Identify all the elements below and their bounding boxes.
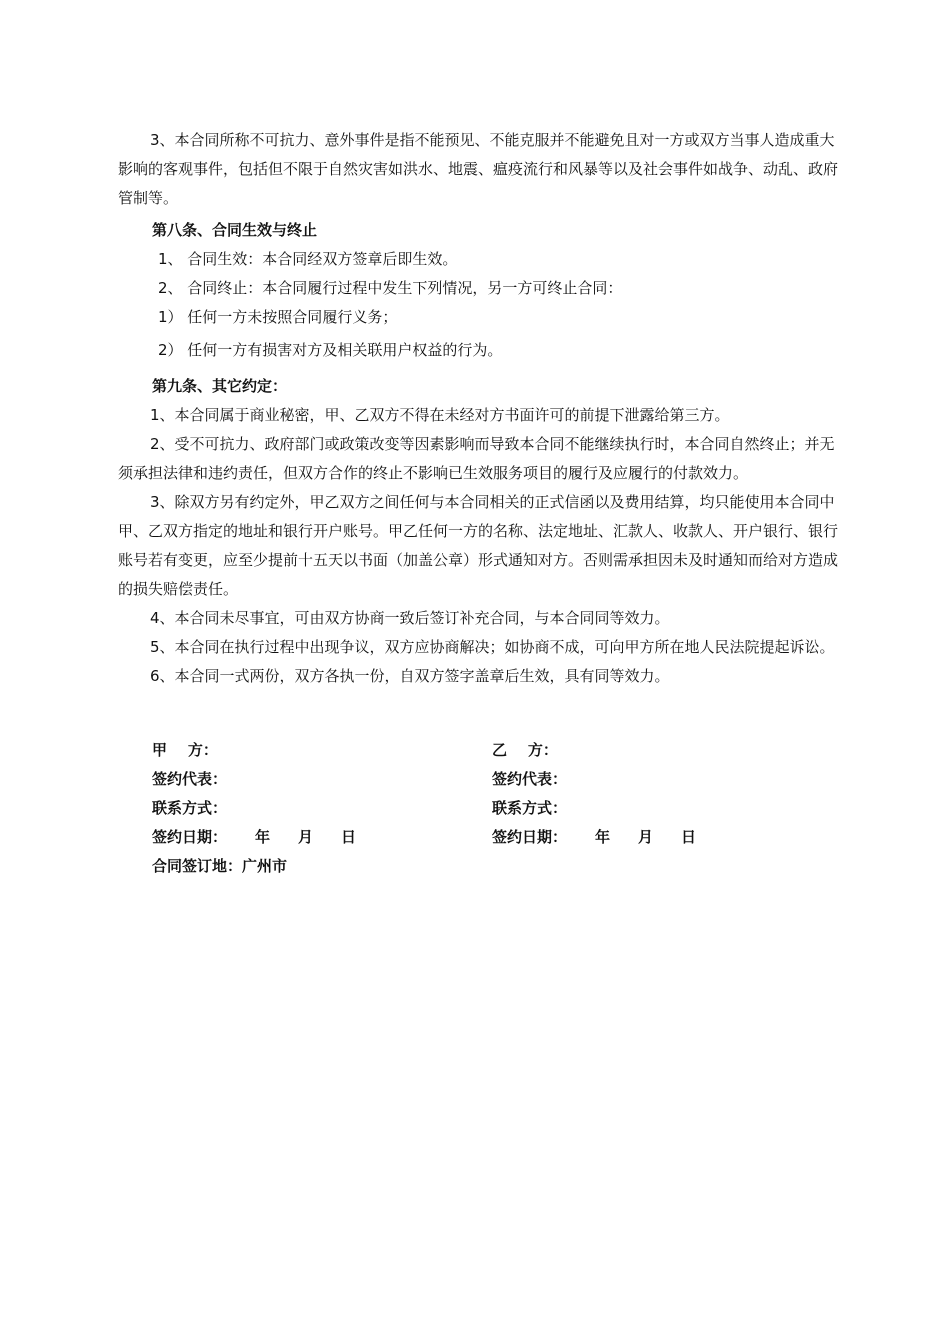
month-label: 月 xyxy=(638,828,654,846)
day-label: 日 xyxy=(341,828,357,846)
section-9-item-2: 2、受不可抗力、政府部门或政策改变等因素影响而导致本合同不能继续执行时，本合同自然终止；并无须承担法律和违约责任，但双方合作的终止不影响已生效服务项目的履行及应履行的付款效力。 xyxy=(118,435,835,482)
section-8-heading: 第八条、合同生效与终止 xyxy=(152,221,318,239)
party-b-date xyxy=(595,823,696,852)
section-9-item-1: 1、本合同属于商业秘密，甲、乙双方不得在未经对方书面许可的前提下泄露给第三方。 xyxy=(150,406,730,424)
party-b-date-label: 签约日期： xyxy=(492,828,568,846)
party-a-label: 甲 方： xyxy=(152,741,218,759)
day-label: 日 xyxy=(681,828,697,846)
signing-place: 合同签订地：广州市 xyxy=(152,857,288,875)
force-majeure-clause: 3、本合同所称不可抗力、意外事件是指不能预见、不能克服并不能避免且对一方或双方当事人造成重大影响的客观事件，包括但不限于自然灾害如洪水、地震、瘟疫流行和风暴等以及社会事件如战争、动乱、政府管制等。 xyxy=(118,131,839,207)
contact-row xyxy=(152,794,832,823)
section-9-heading: 第九条、其它约定： xyxy=(152,377,288,395)
section-9-item-3: 3、除双方另有约定外，甲乙双方之间任何与本合同相关的正式信函以及费用结算，均只能使用本合同中甲、乙双方指定的地址和银行开户账号。甲乙任何一方的名称、法定地址、汇款人、收款人、开户银行、银行账号若有变更，应至少提前十五天以书面（加盖公章）形式通知对方。否则需承担因未及时通知而给对方造成的损失赔偿责任。 xyxy=(118,493,839,598)
date-row xyxy=(152,823,832,852)
year-label: 年 xyxy=(595,828,611,846)
party-a-rep-label: 签约代表： xyxy=(152,770,228,788)
section-8-subitem-1: 1） 任何一方未按照合同履行义务； xyxy=(158,308,398,326)
party-b-contact-label: 联系方式： xyxy=(492,799,568,817)
representative-row xyxy=(152,765,832,794)
section-8-item-1: 1、 合同生效：本合同经双方签章后即生效。 xyxy=(158,250,458,268)
section-9-item-5: 5、本合同在执行过程中出现争议，双方应协商解决；如协商不成，可向甲方所在地人民法院提起诉讼。 xyxy=(150,638,835,656)
party-a-date xyxy=(255,823,356,852)
section-8-subitem-2: 2） 任何一方有损害对方及相关联用户权益的行为。 xyxy=(158,341,503,359)
party-row xyxy=(152,736,832,765)
section-9-item-6: 6、本合同一式两份，双方各执一份，自双方签字盖章后生效，具有同等效力。 xyxy=(150,667,670,685)
signature-block xyxy=(152,736,832,881)
section-8-item-2: 2、 合同终止：本合同履行过程中发生下列情况，另一方可终止合同： xyxy=(158,279,623,297)
party-b-rep-label: 签约代表： xyxy=(492,770,568,788)
party-b-label: 乙 方： xyxy=(492,741,558,759)
year-label: 年 xyxy=(255,828,271,846)
section-9-item-4: 4、本合同未尽事宜，可由双方协商一致后签订补充合同，与本合同同等效力。 xyxy=(150,609,670,627)
party-a-contact-label: 联系方式： xyxy=(152,799,228,817)
month-label: 月 xyxy=(298,828,314,846)
party-a-date-label: 签约日期： xyxy=(152,828,228,846)
contract-body xyxy=(118,126,838,691)
